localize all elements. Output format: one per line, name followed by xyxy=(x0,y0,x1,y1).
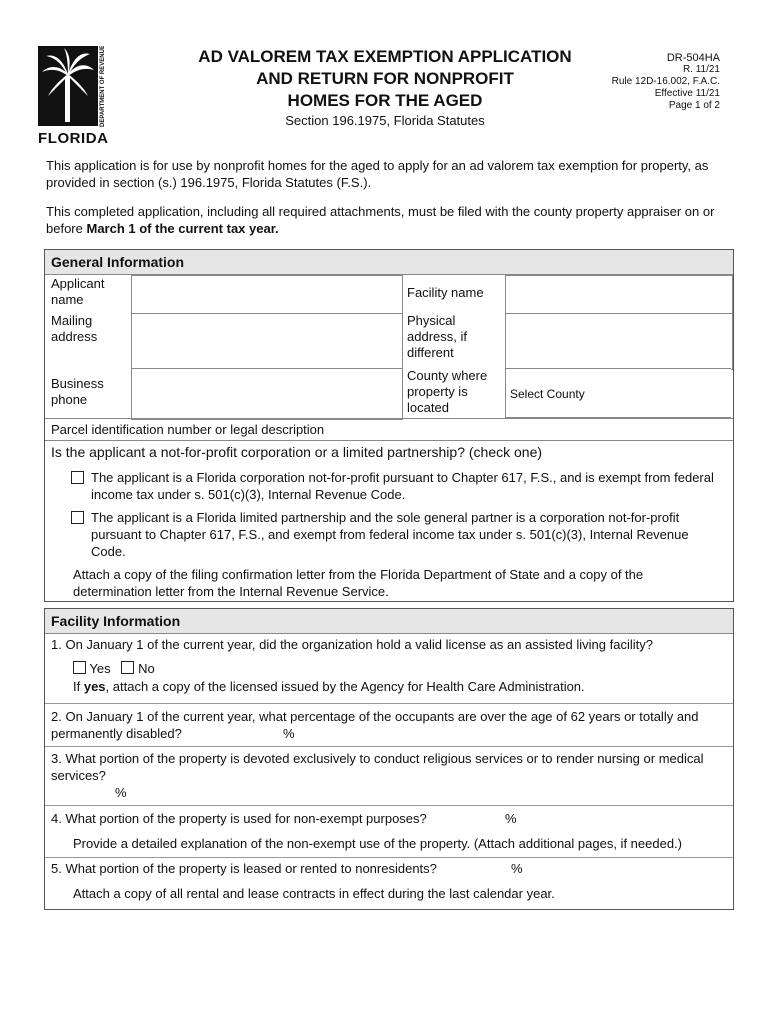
intro-paragraph-2 xyxy=(46,203,736,237)
facility-information-heading: Facility Information xyxy=(45,609,733,634)
divider xyxy=(45,805,733,806)
divider xyxy=(45,418,733,419)
divider xyxy=(45,703,733,704)
q1-note-yes: yes xyxy=(83,679,106,694)
q1-note xyxy=(73,678,713,695)
q2-percent-field[interactable] xyxy=(233,725,293,742)
q1-yes-label: Yes xyxy=(89,661,111,676)
title-line-1: AD VALOREM TAX EXEMPTION APPLICATION xyxy=(198,47,572,66)
q5-percent-field[interactable] xyxy=(485,860,545,877)
question-4: 4. What portion of the property is used for non-exempt purposes? xyxy=(51,811,427,826)
q1-yes-checkbox[interactable] xyxy=(73,661,86,674)
divider xyxy=(45,440,733,441)
statute-reference: Section 196.1975, Florida Statutes xyxy=(285,113,485,128)
title-line-2: AND RETURN FOR NONPROFIT xyxy=(256,69,514,88)
county-select[interactable]: Select County xyxy=(505,368,731,418)
applicant-name-label: Applicant name xyxy=(51,276,105,307)
form-title xyxy=(170,46,600,112)
q1-note-c: , attach a copy of the licensed issued by the Agency for Health Care Administration. xyxy=(105,679,585,694)
question-1: 1. On January 1 of the current year, did the organization hold a valid license as an assisted living facility? xyxy=(51,637,653,652)
q2-percent-sign: % xyxy=(283,726,295,741)
general-information-heading: General Information xyxy=(45,250,733,275)
q4-percent-sign: % xyxy=(505,811,517,826)
question-2 xyxy=(51,708,727,742)
facility-name-input[interactable] xyxy=(505,275,733,315)
physical-address-label: Physical address, if different xyxy=(407,313,467,360)
q5-note: Attach a copy of all rental and lease contracts in effect during the last calendar year. xyxy=(73,886,555,901)
general-information-section xyxy=(44,249,734,602)
form-page: Page 1 of 2 xyxy=(668,100,720,111)
logo-dept-text: DEPARTMENT OF REVENUE xyxy=(100,46,106,127)
county-label: County where property is located xyxy=(407,368,488,415)
business-phone-label: Business phone xyxy=(51,376,104,407)
mailing-address-input[interactable] xyxy=(131,313,403,370)
q4-note: Provide a detailed explanation of the non-exempt use of the property. (Attach additional pages, if needed.) xyxy=(73,836,682,851)
entity-type-question: Is the applicant a not-for-profit corporation or a limited partnership? (check one) xyxy=(51,444,543,460)
parcel-label: Parcel identification number or legal description xyxy=(51,422,325,437)
divider xyxy=(45,746,733,747)
q5-percent-sign: % xyxy=(511,861,523,876)
palm-tree-icon xyxy=(38,46,110,146)
corporation-option-text: The applicant is a Florida corporation not-for-profit pursuant to Chapter 617, F.S., and is exempt from federal income tax under s. 501(c)(3), Internal Revenue Code. xyxy=(91,470,714,502)
divider xyxy=(45,857,733,858)
intro-p2-text: This completed application, including all required attachments, must be filed with the county property appraiser on or before xyxy=(46,204,715,236)
intro-p2-deadline: March 1 of the current tax year. xyxy=(86,221,279,236)
q4-percent-field[interactable] xyxy=(475,810,535,827)
q1-no-checkbox[interactable] xyxy=(121,661,134,674)
q1-note-a: If xyxy=(73,679,84,694)
q3-percent-sign: % xyxy=(115,785,127,800)
form-rule: Rule 12D-16.002, F.A.C. xyxy=(611,76,720,87)
facility-name-label: Facility name xyxy=(407,285,484,300)
facility-information-section xyxy=(44,608,734,910)
title-line-3: HOMES FOR THE AGED xyxy=(287,91,483,110)
intro-paragraph-1: This application is for use by nonprofit homes for the aged to apply for an ad valorem tax exemption for property, as provided in section (s.) 196.1975, Florida Statutes (F.S.). xyxy=(46,158,709,190)
florida-dor-logo xyxy=(38,46,110,146)
q1-no-label: No xyxy=(138,661,155,676)
q1-options xyxy=(73,660,373,677)
logo-state-text: FLORIDA xyxy=(38,130,108,146)
partnership-option-text: The applicant is a Florida limited partnership and the sole general partner is a corporation not-for-profit pursuant to Chapter 617, F.S., and exempt from federal income tax under s. 501(c)(3), Internal Revenue Code. xyxy=(91,510,689,559)
corporation-checkbox[interactable] xyxy=(71,471,84,484)
applicant-name-input[interactable] xyxy=(131,275,403,315)
q3-percent-field[interactable] xyxy=(105,784,165,801)
question-5: 5. What portion of the property is leased or rented to nonresidents? xyxy=(51,861,437,876)
partnership-checkbox[interactable] xyxy=(71,511,84,524)
attach-filing-note: Attach a copy of the filing confirmation letter from the Florida Department of State and a copy of the determination letter from the Internal Revenue Service. xyxy=(73,567,644,599)
physical-address-input[interactable] xyxy=(505,313,733,370)
question-2-text: 2. On January 1 of the current year, what percentage of the occupants are over the age of 62 years or totally and permanently disabled? xyxy=(51,709,699,741)
question-3: 3. What portion of the property is devoted exclusively to conduct religious services or to render nursing or medical services? xyxy=(51,751,704,783)
form-meta xyxy=(600,52,720,112)
mailing-address-label: Mailing address xyxy=(51,313,98,344)
business-phone-input[interactable] xyxy=(131,368,403,420)
form-revision: R. 11/21 xyxy=(682,64,720,75)
form-effective: Effective 11/21 xyxy=(654,88,720,99)
form-number: DR-504HA xyxy=(666,52,720,64)
